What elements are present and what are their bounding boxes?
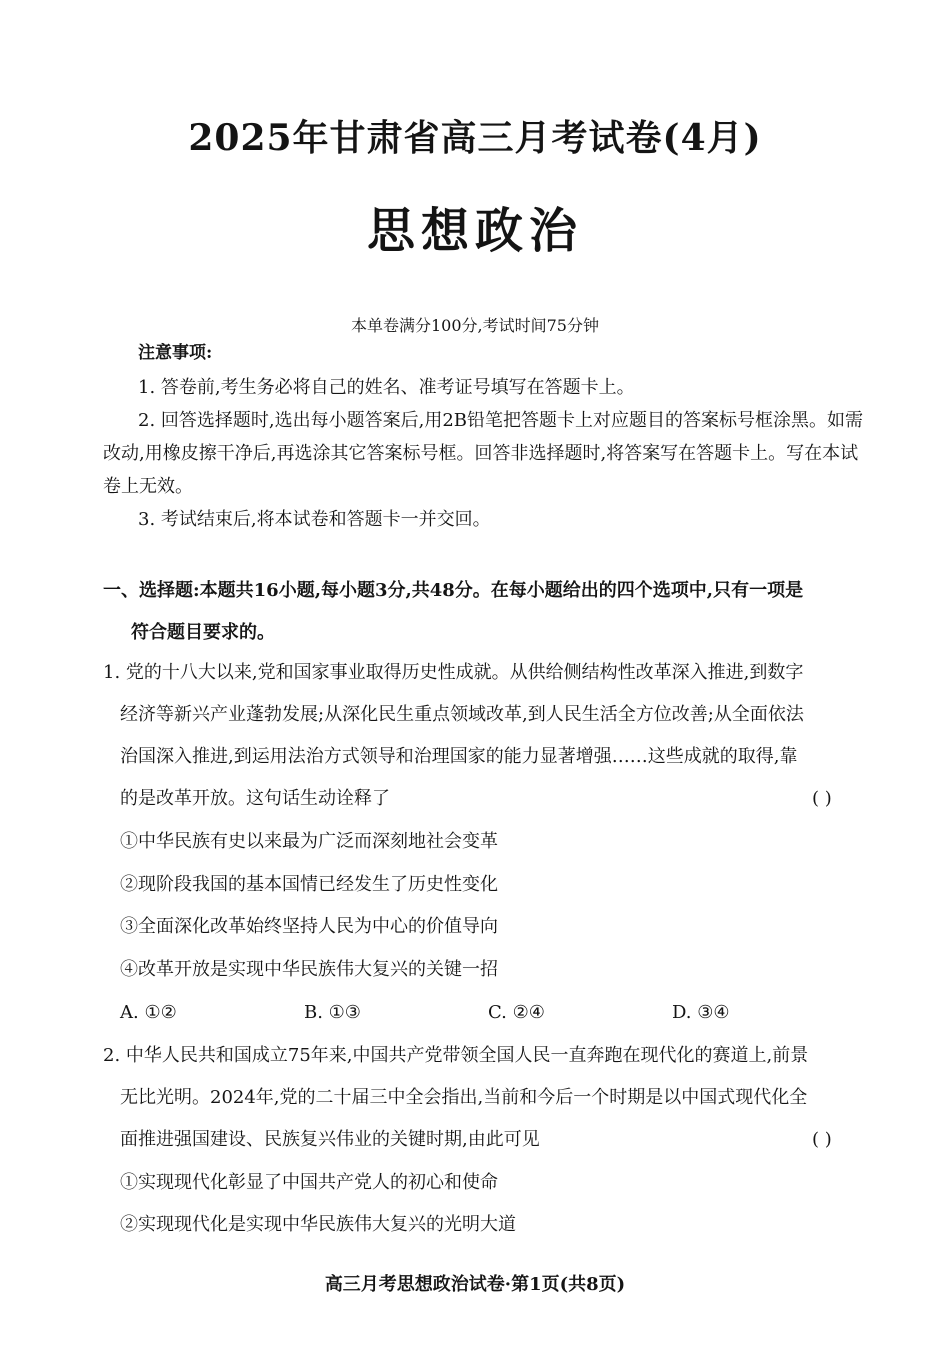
- exam-title: 2025年甘肃省高三月考试卷(4月): [188, 117, 762, 159]
- question-1-option: ①中华民族有史以来最为广泛而深刻地社会变革: [120, 831, 498, 852]
- question-2-line: 无比光明。2024年,党的二十届三中全会指出,当前和今后一个时期是以中国式现代化全: [120, 1087, 808, 1108]
- question-1-option: ③全面深化改革始终坚持人民为中心的价值导向: [120, 916, 498, 937]
- page-footer: 高三月考思想政治试卷·第1页(共8页): [324, 1274, 626, 1295]
- exam-info: 本单卷满分100分,考试时间75分钟: [351, 316, 599, 335]
- question-1-line: 的是改革开放。这句话生动诠释了: [120, 788, 390, 809]
- choice-d: D. ③④: [672, 1002, 730, 1023]
- question-1-option: ④改革开放是实现中华民族伟大复兴的关键一招: [120, 959, 498, 980]
- note-item: 2. 回答选择题时,选出每小题答案后,用2B铅笔把答题卡上对应题目的答案标号框涂黑。如需改动,用橡皮擦干净后,再选涂其它答案标号框。回答非选择题时,将答案写在答题卡上。写在本试卷上无效。: [103, 410, 864, 497]
- choice-c: C. ②④: [488, 1002, 545, 1023]
- section-heading: [103, 570, 878, 654]
- question-2-option: ①实现现代化彰显了中国共产党人的初心和使命: [120, 1172, 498, 1193]
- subject-title: 思想政治: [366, 203, 583, 259]
- question-1-line: 治国深入推进,到运用法治方式领导和治理国家的能力显著增强……这些成就的取得,靠: [120, 746, 798, 767]
- question-1-option: ②现阶段我国的基本国情已经发生了历史性变化: [120, 874, 498, 895]
- question-2-line: 面推进强国建设、民族复兴伟业的关键时期,由此可见: [120, 1129, 540, 1150]
- question-2-line: 2. 中华人民共和国成立75年来,中国共产党带领全国人民一直奔跑在现代化的赛道上,前景: [103, 1045, 809, 1066]
- choice-b: B. ①③: [304, 1002, 361, 1023]
- question-1-line: 经济等新兴产业蓬勃发展;从深化民生重点领域改革,到人民生活全方位改善;从全面依法: [120, 704, 804, 725]
- answer-blank: ( ): [812, 788, 832, 809]
- note-item: 1. 答卷前,考生务必将自己的姓名、准考证号填写在答题卡上。: [138, 377, 635, 398]
- question-2-option: ②实现现代化是实现中华民族伟大复兴的光明大道: [120, 1214, 516, 1235]
- note-item: 3. 考试结束后,将本试卷和答题卡一并交回。: [138, 509, 491, 530]
- choice-a: A. ①②: [120, 1002, 177, 1023]
- section-heading-line1: 一、选择题:本题共16小题,每小题3分,共48分。在每小题给出的四个选项中,只有一项是: [103, 580, 804, 601]
- notes-heading: 注意事项:: [138, 343, 213, 363]
- answer-blank: ( ): [812, 1129, 832, 1150]
- question-1-line: 1. 党的十八大以来,党和国家事业取得历史性成就。从供给侧结构性改革深入推进,到数字: [103, 662, 804, 683]
- section-heading-line2: 符合题目要求的。: [131, 622, 275, 643]
